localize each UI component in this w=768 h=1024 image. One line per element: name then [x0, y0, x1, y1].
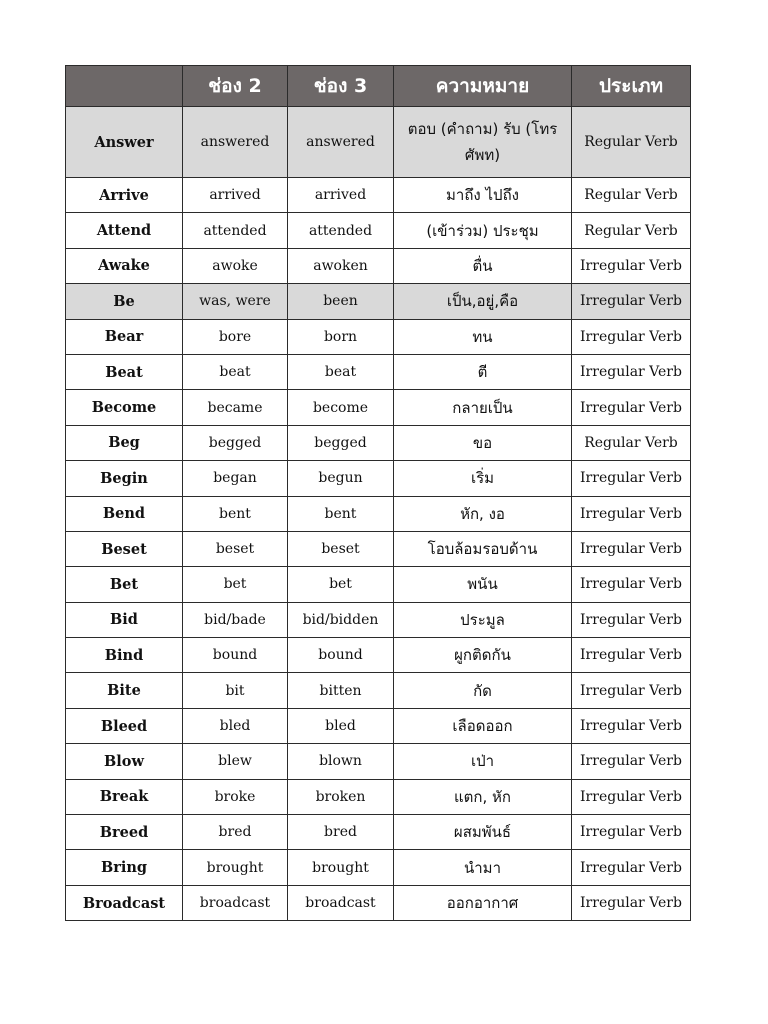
past-simple-cell: bid/bade	[183, 602, 288, 637]
table-row	[66, 107, 691, 178]
header-row	[66, 66, 691, 107]
meaning-cell: ตื่น	[394, 248, 572, 283]
meaning-cell: ตี	[394, 354, 572, 389]
past-simple-cell: bent	[183, 496, 288, 531]
past-simple-cell: answered	[183, 107, 288, 178]
verb-cell: Bid	[66, 602, 183, 637]
meaning-cell: หัก, งอ	[394, 496, 572, 531]
meaning-cell: ประมูล	[394, 602, 572, 637]
verb-type-cell: Irregular Verb	[572, 779, 691, 814]
meaning-cell: โอบล้อมรอบด้าน	[394, 531, 572, 566]
past-participle-cell: broadcast	[288, 885, 394, 920]
past-participle-cell: broken	[288, 779, 394, 814]
table-row	[66, 531, 691, 566]
verb-cell: Answer	[66, 107, 183, 178]
table-row	[66, 673, 691, 708]
table-header	[66, 66, 691, 107]
past-simple-cell: attended	[183, 213, 288, 248]
verb-cell: Break	[66, 779, 183, 814]
past-simple-cell: arrived	[183, 178, 288, 213]
past-simple-cell: awoke	[183, 248, 288, 283]
past-simple-cell: begged	[183, 425, 288, 460]
meaning-cell: กลายเป็น	[394, 390, 572, 425]
verb-type-cell: Irregular Verb	[572, 284, 691, 319]
verb-type-cell: Irregular Verb	[572, 850, 691, 885]
past-simple-cell: blew	[183, 744, 288, 779]
meaning-cell: นำมา	[394, 850, 572, 885]
table-row	[66, 178, 691, 213]
verb-type-cell: Irregular Verb	[572, 638, 691, 673]
past-participle-cell: bid/bidden	[288, 602, 394, 637]
verb-cell: Be	[66, 284, 183, 319]
past-simple-cell: broke	[183, 779, 288, 814]
past-participle-cell: bled	[288, 708, 394, 743]
past-simple-cell: bet	[183, 567, 288, 602]
verb-cell: Awake	[66, 248, 183, 283]
verb-cell: Bend	[66, 496, 183, 531]
verb-cell: Bleed	[66, 708, 183, 743]
meaning-cell: ทน	[394, 319, 572, 354]
verb-type-cell: Irregular Verb	[572, 354, 691, 389]
meaning-cell: (เข้าร่วม) ประชุม	[394, 213, 572, 248]
header-type: ประเภท	[572, 66, 691, 107]
past-participle-cell: born	[288, 319, 394, 354]
table-row	[66, 461, 691, 496]
past-simple-cell: bit	[183, 673, 288, 708]
table-row	[66, 708, 691, 743]
verb-type-cell: Regular Verb	[572, 107, 691, 178]
meaning-cell: ตอบ (คำถาม) รับ (โทรศัพท)	[394, 107, 572, 178]
header-verb	[66, 66, 183, 107]
past-participle-cell: attended	[288, 213, 394, 248]
header-past-participle: ช่อง 3	[288, 66, 394, 107]
table-row	[66, 850, 691, 885]
meaning-cell: เป็น,อยู่,คือ	[394, 284, 572, 319]
verb-cell: Beat	[66, 354, 183, 389]
verb-cell: Bring	[66, 850, 183, 885]
table-row	[66, 354, 691, 389]
meaning-cell: ขอ	[394, 425, 572, 460]
meaning-cell: ผูกติดกัน	[394, 638, 572, 673]
meaning-cell: เลือดออก	[394, 708, 572, 743]
verb-cell: Arrive	[66, 178, 183, 213]
table-row	[66, 390, 691, 425]
past-participle-cell: awoken	[288, 248, 394, 283]
meaning-cell: กัด	[394, 673, 572, 708]
past-participle-cell: been	[288, 284, 394, 319]
verb-cell: Breed	[66, 815, 183, 850]
verb-type-cell: Irregular Verb	[572, 390, 691, 425]
past-simple-cell: became	[183, 390, 288, 425]
verb-type-cell: Irregular Verb	[572, 602, 691, 637]
table-row	[66, 638, 691, 673]
verb-table	[65, 65, 691, 921]
past-participle-cell: begged	[288, 425, 394, 460]
past-participle-cell: bent	[288, 496, 394, 531]
verb-cell: Bite	[66, 673, 183, 708]
past-participle-cell: blown	[288, 744, 394, 779]
verb-type-cell: Irregular Verb	[572, 708, 691, 743]
past-participle-cell: brought	[288, 850, 394, 885]
meaning-cell: แตก, หัก	[394, 779, 572, 814]
verb-type-cell: Irregular Verb	[572, 461, 691, 496]
verb-cell: Beset	[66, 531, 183, 566]
past-simple-cell: bore	[183, 319, 288, 354]
verb-type-cell: Irregular Verb	[572, 319, 691, 354]
past-participle-cell: bound	[288, 638, 394, 673]
header-past-simple: ช่อง 2	[183, 66, 288, 107]
past-simple-cell: beset	[183, 531, 288, 566]
verb-type-cell: Regular Verb	[572, 425, 691, 460]
verb-type-cell: Irregular Verb	[572, 885, 691, 920]
verb-cell: Broadcast	[66, 885, 183, 920]
verb-table-container	[65, 65, 690, 921]
table-row	[66, 425, 691, 460]
verb-type-cell: Regular Verb	[572, 178, 691, 213]
verb-cell: Blow	[66, 744, 183, 779]
meaning-cell: เป่า	[394, 744, 572, 779]
verb-cell: Bear	[66, 319, 183, 354]
table-row	[66, 885, 691, 920]
table-row	[66, 567, 691, 602]
table-row	[66, 284, 691, 319]
verb-cell: Bind	[66, 638, 183, 673]
past-participle-cell: beset	[288, 531, 394, 566]
table-row	[66, 496, 691, 531]
past-participle-cell: bred	[288, 815, 394, 850]
table-row	[66, 602, 691, 637]
past-simple-cell: was, were	[183, 284, 288, 319]
header-meaning: ความหมาย	[394, 66, 572, 107]
verb-type-cell: Irregular Verb	[572, 531, 691, 566]
past-simple-cell: bound	[183, 638, 288, 673]
verb-cell: Bet	[66, 567, 183, 602]
verb-type-cell: Irregular Verb	[572, 815, 691, 850]
meaning-cell: เริ่ม	[394, 461, 572, 496]
past-simple-cell: began	[183, 461, 288, 496]
meaning-cell: พนัน	[394, 567, 572, 602]
verb-type-cell: Irregular Verb	[572, 744, 691, 779]
past-participle-cell: bitten	[288, 673, 394, 708]
verb-cell: Beg	[66, 425, 183, 460]
past-participle-cell: become	[288, 390, 394, 425]
verb-type-cell: Irregular Verb	[572, 673, 691, 708]
past-simple-cell: broadcast	[183, 885, 288, 920]
table-row	[66, 744, 691, 779]
verb-type-cell: Irregular Verb	[572, 567, 691, 602]
past-participle-cell: beat	[288, 354, 394, 389]
meaning-cell: มาถึง ไปถึง	[394, 178, 572, 213]
table-body	[66, 107, 691, 921]
past-simple-cell: bred	[183, 815, 288, 850]
verb-type-cell: Irregular Verb	[572, 496, 691, 531]
table-row	[66, 248, 691, 283]
past-participle-cell: answered	[288, 107, 394, 178]
past-simple-cell: bled	[183, 708, 288, 743]
table-row	[66, 319, 691, 354]
verb-cell: Become	[66, 390, 183, 425]
past-participle-cell: begun	[288, 461, 394, 496]
verb-cell: Begin	[66, 461, 183, 496]
past-simple-cell: beat	[183, 354, 288, 389]
table-row	[66, 815, 691, 850]
verb-type-cell: Irregular Verb	[572, 248, 691, 283]
meaning-cell: ออกอากาศ	[394, 885, 572, 920]
past-simple-cell: brought	[183, 850, 288, 885]
past-participle-cell: arrived	[288, 178, 394, 213]
past-participle-cell: bet	[288, 567, 394, 602]
verb-type-cell: Regular Verb	[572, 213, 691, 248]
table-row	[66, 779, 691, 814]
verb-cell: Attend	[66, 213, 183, 248]
meaning-cell: ผสมพันธ์	[394, 815, 572, 850]
table-row	[66, 213, 691, 248]
